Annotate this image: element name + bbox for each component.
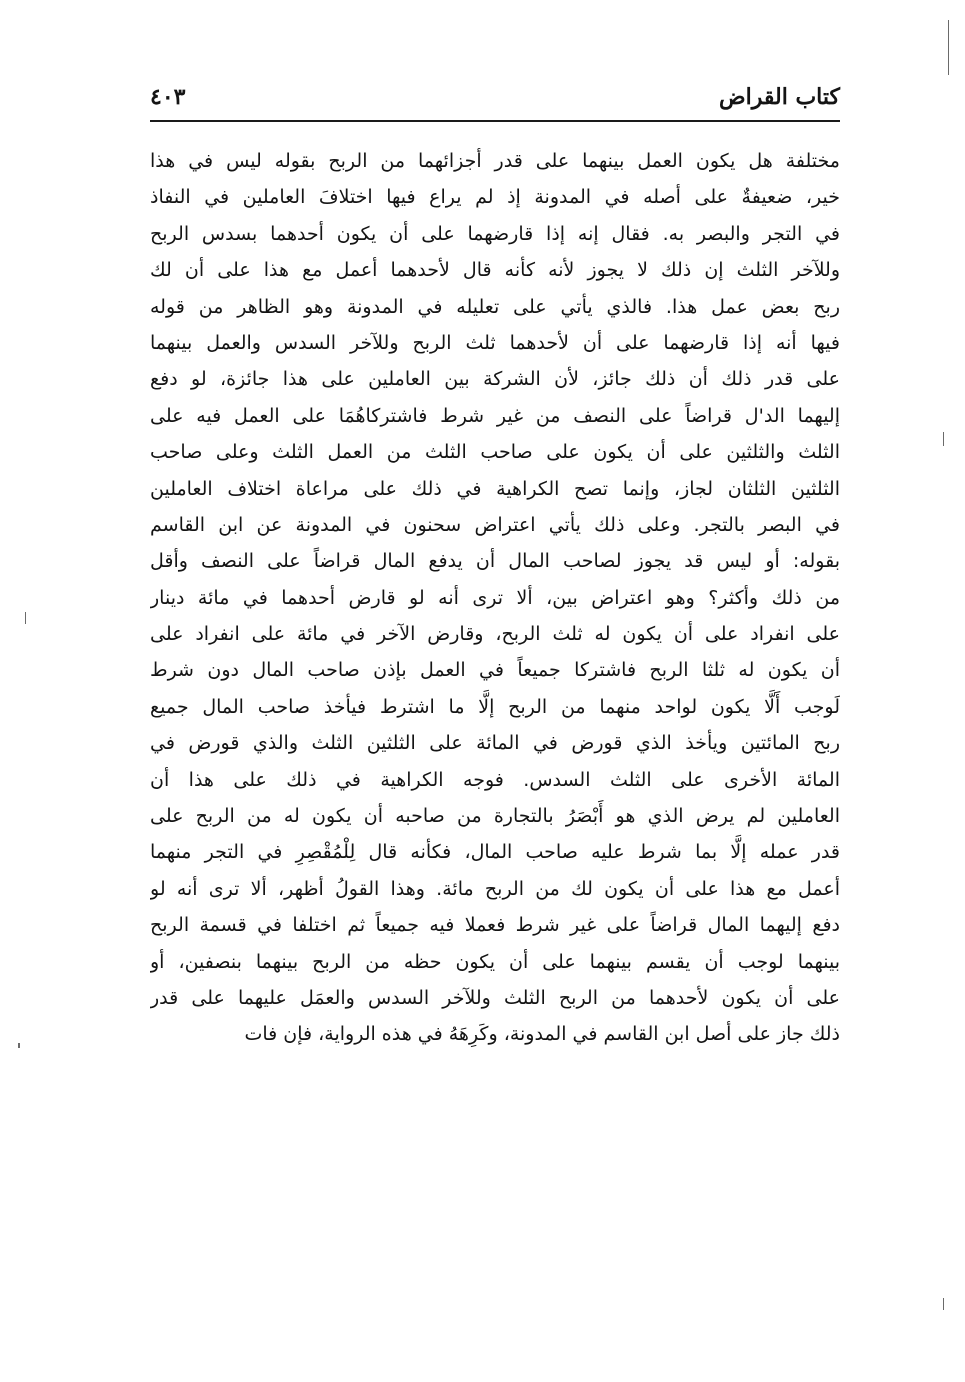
text-line: على انفراد على أن يكون له ثلث الربح، وقارض الآخر في مائة على انفراد على <box>150 623 840 646</box>
text-line: على أن يكون لأحدهما من الربح الثلث وللآخر السدس والعمَل عليهما على قدر <box>150 986 840 1009</box>
text-line: العاملين لم يرض الذي هو أَبْصَرُ بالتجارة من صاحبه أن يكون له من الربح على <box>150 805 840 828</box>
header-rule <box>150 120 840 122</box>
text-line: قدر عمله إلَّا بما شرط عليه صاحب المال، فكأنه قال لِلْمُقْصِرِ في التجر منهما <box>150 841 840 864</box>
text-line: أن يكون له ثلثا الربح فاشتركا جميعاً في العمل بإذن صاحب المال دون شرط <box>150 659 840 682</box>
text-line: في التجر والبصر به. فقال إنه إذا قارضهما على أن يكون أحدهما بسدس الربح <box>150 222 840 245</box>
running-title: كتاب القراض <box>719 84 840 110</box>
text-line: إليهما الد'ل قراضاً على النصف من غير شرط فاشتركاهُمَا على العمل فيه على <box>150 404 840 427</box>
text-line: في البصر بالتجر. وعلى ذلك يأتي اعتراض سحنون في المدونة عن ابن القاسم <box>150 513 840 536</box>
scan-edge-mark <box>943 432 944 446</box>
text-line: ذلك جاز على أصل ابن القاسم في المدونة، وكَرِهَهُ في هذه الرواية، فإن فات <box>244 1023 840 1046</box>
text-line: على قدر ذلك أن ذلك جائز، لأن الشركة بين العاملين على هذا جائزة، لو دفع <box>150 368 840 391</box>
text-line: وللآخر الثلث إن ذلك لا يجوز لأنه كأنه قال لأحدهما أعمل مع هذا على أن لك <box>150 259 840 282</box>
text-line: ربح بعض عمل هذا. فالذي يأتي على تعليله في المدونة وهو الظاهر من قوله <box>150 295 840 318</box>
text-line: أعمل مع هذا على أن يكون لك من الربح مائة. وهذا القولُ أظهر، ألا ترى أنه لو <box>150 877 840 900</box>
text-line: من ذلك وأكثر؟ وهو اعتراض بين، ألا ترى أنه لو قارض أحدهما في مائة دينار <box>150 586 840 609</box>
scan-edge-mark <box>18 1043 20 1048</box>
page-header <box>150 78 840 118</box>
text-line: الثلثين الثلثان لجاز، وإنما تصح الكراهية في ذلك على مراعاة اختلاف العاملين <box>150 477 840 500</box>
text-line: المائة الأخرى على الثلث السدس. فوجه الكراهية في ذلك على هذا أن <box>150 768 840 791</box>
text-line: بقوله: أو ليس قد يجوز لصاحب المال أن يدفع المال قراضاً على النصف وأقل <box>150 550 840 573</box>
page-number: ٤٠٣ <box>150 84 186 110</box>
text-line: خير، ضعيفةٌ على أصله في المدونة إذ لم يراع فيها اختلافَ العاملين في النفاذ <box>150 186 840 209</box>
scan-edge-mark <box>25 612 26 624</box>
text-line: دفع إليهما المال قراضاً على غير شرط فعملا فيه جميعاً ثم اختلفا في قسمة الربح <box>150 914 840 937</box>
scan-edge-mark <box>948 20 949 75</box>
text-line: لَوجب أَلَّا يكون لواحد منهما من الربح إلَّا ما اشترط فيأخذ صاحب المال جميع <box>150 695 840 718</box>
text-line: بينهما لوجب أن يقسم بينهما على أن يكون حظه من الربح بينهما بنصفين، أو <box>150 950 840 973</box>
text-line: فيها أنه إذا قارضهما على أن لأحدهما ثلث الربح وللآخر السدس والعمل بينهما <box>150 331 840 354</box>
scan-edge-mark <box>943 1298 944 1310</box>
text-line: الثلث والثلثين على أن يكون على صاحب الثلث من العمل الثلث وعلى صاحب <box>150 441 840 464</box>
text-line: مختلفة هل يكون العمل بينهما على قدر أجزائهما من الربح بقوله ليس في هذا <box>150 150 840 172</box>
text-line: ربح المائتين ويأخذ الذي قورض في المائة على الثلثين الثلث والذي قورض في <box>150 732 840 755</box>
body-text <box>150 143 840 1053</box>
